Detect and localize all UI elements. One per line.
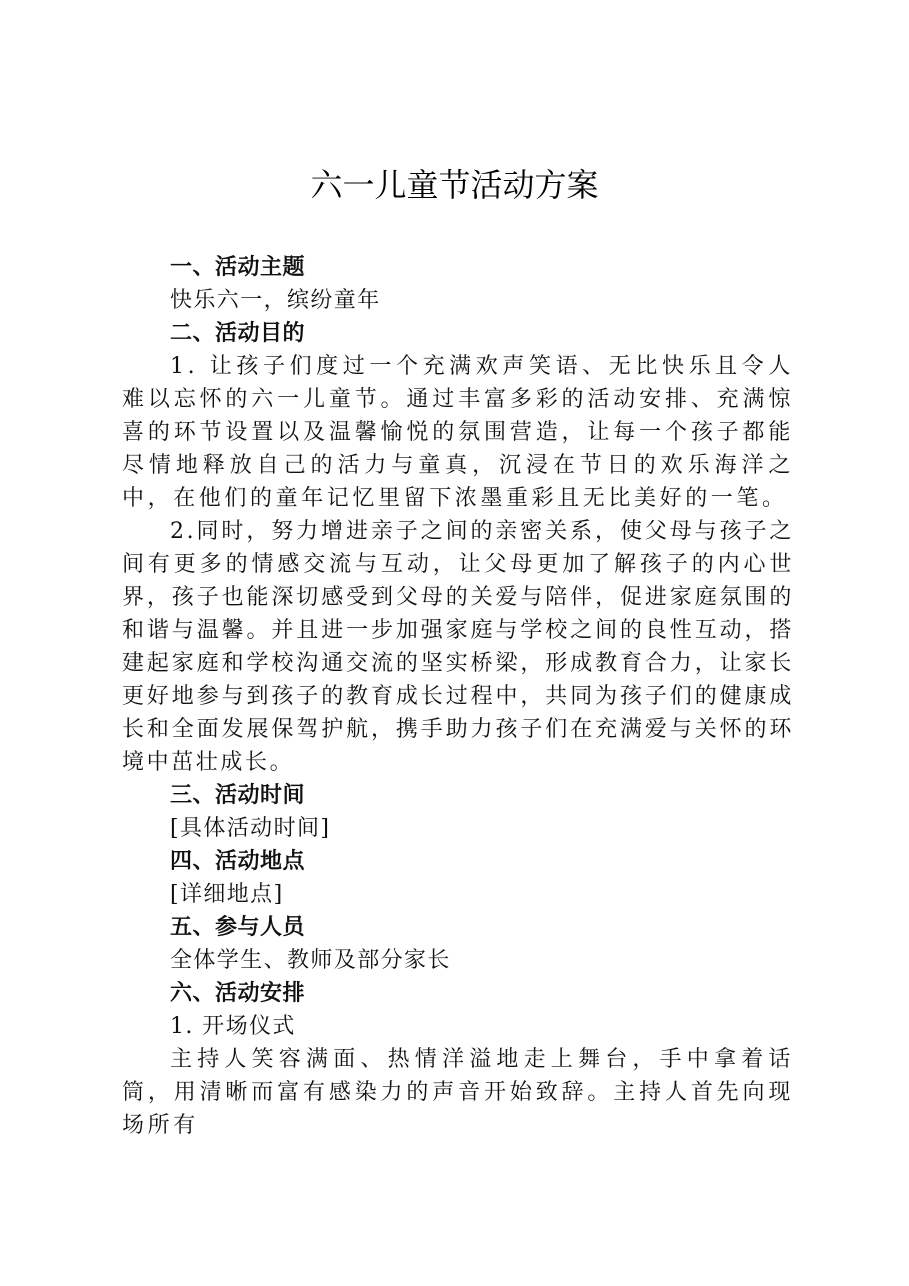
- section-heading-schedule: 六、活动安排: [170, 981, 306, 1006]
- section-heading-location: 四、活动地点: [170, 849, 306, 874]
- schedule-item-1-title: 1. 开场仪式: [170, 1014, 296, 1039]
- section-heading-theme: 一、活动主题: [170, 255, 306, 280]
- section-text-participants: 全体学生、教师及部分家长: [170, 948, 451, 973]
- section-text-time: [具体活动时间]: [170, 816, 331, 841]
- section-text-location: [详细地点]: [170, 882, 284, 907]
- section-heading-purpose: 二、活动目的: [170, 321, 306, 346]
- document-body: [122, 251, 794, 1142]
- purpose-paragraph-2: 2.同时，努力增进亲子之间的亲密关系，使父母与孩子之间有更多的情感交流与互动，让父母更加了解孩子的内心世界，孩子也能深切感受到父母的关爱与陪伴，促进家庭氛围的和谐与温馨。并且进一步加强家庭与学校之间的良性互动，搭建起家庭和学校沟通交流的坚实桥梁，形成教育合力，让家长更好地参与到孩子的教育成长过程中，共同为孩子们的健康成长和全面发展保驾护航，携手助力孩子们在充满爱与关怀的环境中茁壮成长。: [122, 519, 794, 775]
- section-text-theme: 快乐六一，缤纷童年: [170, 288, 381, 313]
- section-heading-participants: 五、参与人员: [170, 915, 306, 940]
- document-title: 六一儿童节活动方案: [310, 166, 599, 204]
- section-heading-time: 三、活动时间: [170, 783, 306, 808]
- schedule-item-1-text: 主持人笑容满面、热情洋溢地走上舞台，手中拿着话筒，用清晰而富有感染力的声音开始致辞。主持人首先向现场所有: [122, 1047, 794, 1138]
- purpose-paragraph-1: 1. 让孩子们度过一个充满欢声笑语、无比快乐且令人难以忘怀的六一儿童节。通过丰富多彩的活动安排、充满惊喜的环节设置以及温馨愉悦的氛围营造，让每一个孩子都能尽情地释放自己的活力与童真，沉浸在节日的欢乐海洋之中，在他们的童年记忆里留下浓墨重彩且无比美好的一笔。: [122, 354, 794, 511]
